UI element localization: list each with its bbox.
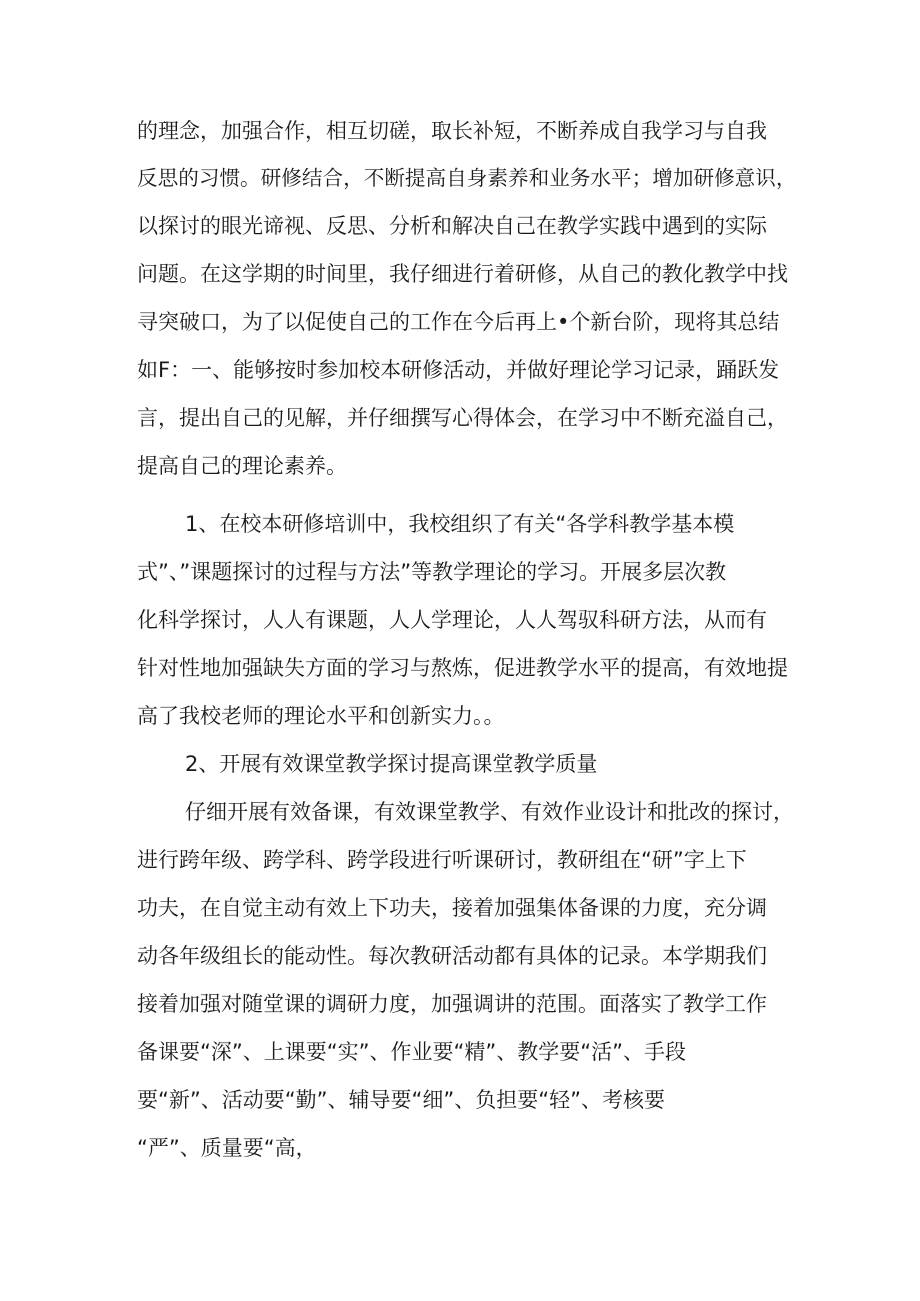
text-line: 备课要“深”、上课要“实”、作业要“精”、教学要“活”、手段 — [137, 1040, 687, 1064]
text-line: 动各年级组长的能动性。每次教研活动都有具体的记录。本学期我们 — [137, 944, 767, 968]
text-line: 寻突破口，为了以促使自己的工作在今后再上•个新台阶，现将其总结 — [137, 310, 780, 334]
text-line: 1、在校本研修培训中，我校组织了有关“各学科教学基本模 — [185, 512, 735, 536]
text-line: 以探讨的眼光谛视、反思、分析和解决自己在教学实践中遇到的实际 — [137, 214, 767, 238]
text-line: 问题。在这学期的时间里，我仔细进行着研修，从自己的教化教学中找 — [137, 262, 788, 286]
text-line: 功夫，在自觉主动有效上下功夫，接着加强集体备课的力度，充分调 — [137, 896, 767, 920]
text-line: 进行跨年级、跨学科、跨学段进行听课研讨，教研组在“研”字上下 — [137, 848, 747, 872]
text-line: 提高自己的理论素养。 — [137, 454, 347, 478]
text-line: 接着加强对随堂课的调研力度，加强调讲的范围。面落实了教学工作 — [137, 992, 767, 1016]
text-line: 反思的习惯。研修结合，不断提高自身素养和业务水平；增加研修意识， — [137, 166, 797, 190]
text-line: 针对性地加强缺失方面的学习与熬炼，促进教学水平的提高，有效地提 — [137, 656, 788, 680]
text-line: 仔细开展有效备课，有效课堂教学、有效作业设计和批改的探讨， — [185, 800, 794, 824]
section-heading: 2、开展有效课堂教学探讨提高课堂教学质量 — [185, 752, 598, 776]
text-line: 言，提出自己的见解，并仔细撰写心得体会，在学习中不断充溢自己， — [137, 406, 788, 430]
text-line: 如F：一、能够按时参加校本研修活动，并做好理论学习记录，踊跃发 — [137, 358, 780, 382]
text-line: 高了我校老师的理论水平和创新实力。。 — [137, 704, 505, 728]
text-line: 的理念，加强合作，相互切磋，取长补短，不断养成自我学习与自我 — [137, 119, 767, 143]
text-line: 要“新”、活动要“勤”、辅导要“细”、负担要“轻”、考核要 — [137, 1088, 666, 1112]
text-line: 化科学探讨，人人有课题，人人学理论，人人驾驭科研方法，从而有 — [137, 608, 767, 632]
text-line: “严”、质量要“高， — [137, 1136, 317, 1160]
text-line: 式”、”课题探讨的过程与方法”等教学理论的学习。开展多层次教 — [137, 560, 727, 584]
